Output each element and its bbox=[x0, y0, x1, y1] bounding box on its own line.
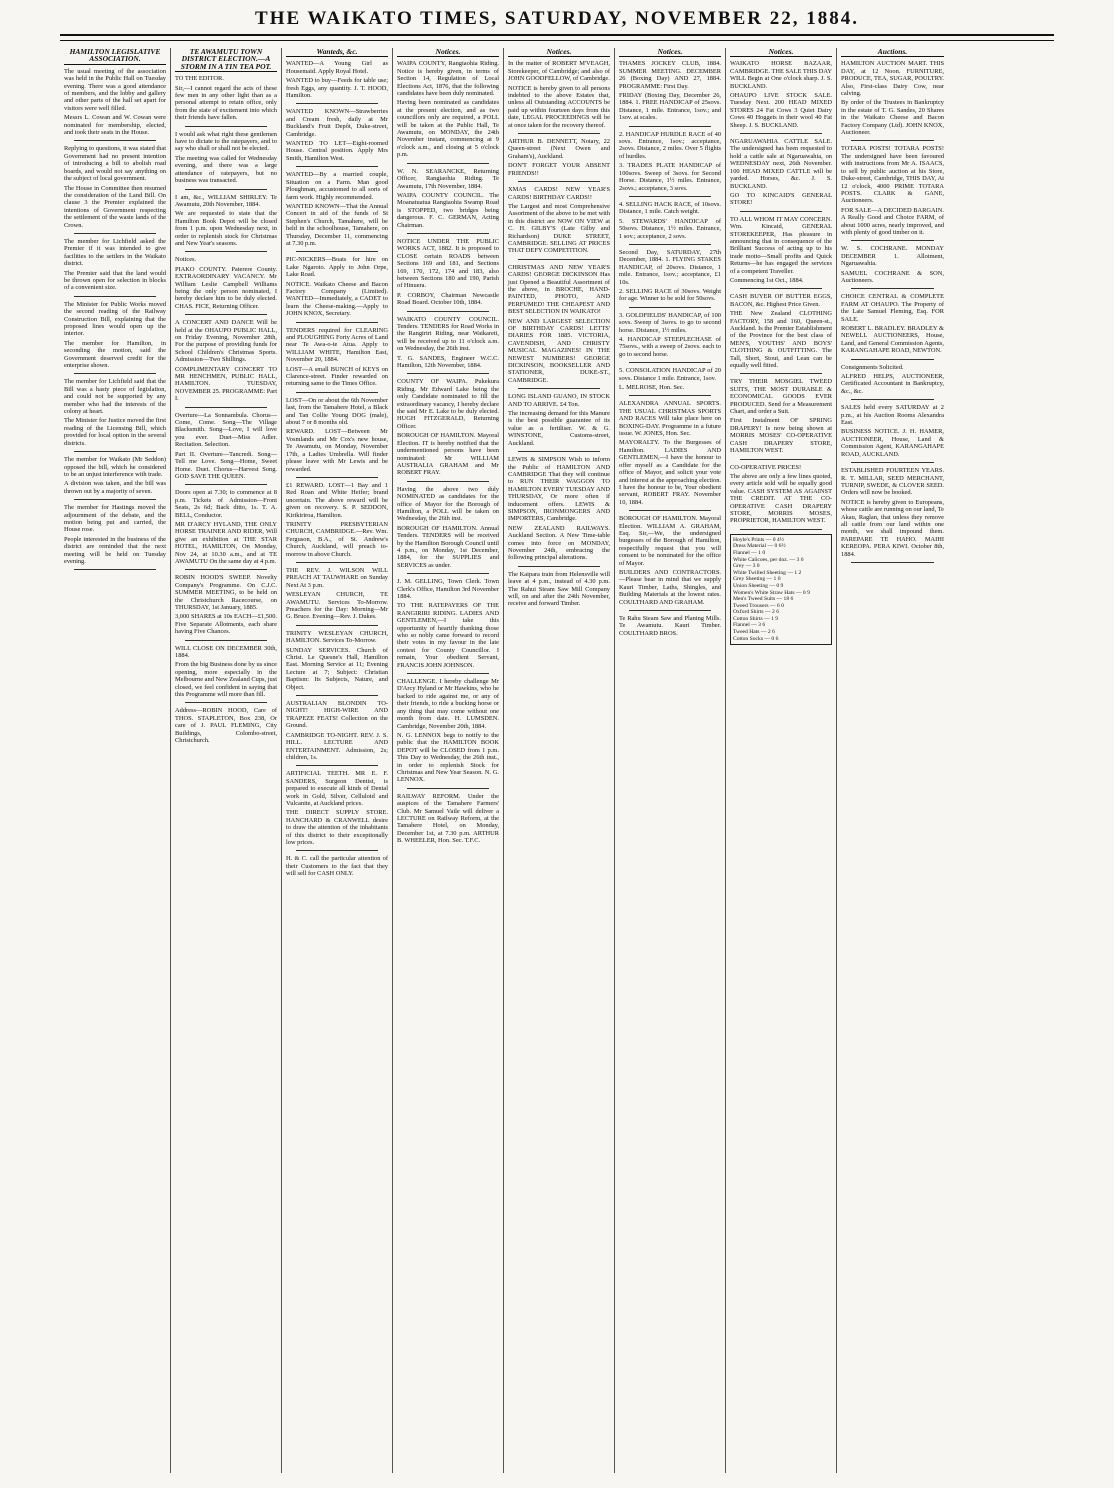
notice-paragraph: ROBIN HOOD'S SWEEP. Novelty Company's Programme. On C.J.C. SUMMER MEETING, to be held on the Christchurch Racecourse, on THURSDAY, 1st January, 1885. bbox=[175, 574, 277, 611]
price-line: Dress Material — 0 6½ bbox=[733, 543, 786, 550]
notice-paragraph: People interested in the business of the district are reminded that the next meeting will be held on Tuesday evening. bbox=[64, 535, 166, 565]
notice-paragraph: 4. SELLING HACK RACE, of 10sovs. Distance, 1 mile. Catch weight. bbox=[619, 200, 721, 216]
notice-divider bbox=[296, 322, 378, 323]
notice-paragraph: 2. HANDICAP HURDLE RACE of 40 sovs. Entrance, 1sov.; acceptance, 2sovs. Distance, 2 miles. Over 5 flights of hurdles. bbox=[619, 130, 721, 160]
notice-divider bbox=[740, 459, 822, 460]
notice-divider bbox=[518, 566, 600, 567]
notice-paragraph: WANTED KNOWN—That the Annual Concert in aid of the funds of St Stephen's Church, Tamahere, will be held in the schoolhouse, Tamahere, on Thursday, December 11, commencing at 7.30 p.m. bbox=[286, 202, 388, 247]
notice-divider bbox=[74, 373, 156, 374]
notice-paragraph: The usual meeting of the association was held in the Public Hall on Tuesday evening. There was a good attendance of members, and the lobby and gallery and other parts of the hall set apart for visitors were well filled. bbox=[64, 67, 166, 112]
column-heading: Notices. bbox=[730, 48, 832, 57]
notice-paragraph: NOTICE UNDER THE PUBLIC WORKS ACT, 1882. It is proposed to CLOSE certain ROADS between Sections 169 and 181, and Sections 169, 170, 172, 174 and 183, also between Sections 180 and 190, Parish of Hinuera. bbox=[397, 237, 499, 290]
notice-paragraph: OHAUPO LIVE STOCK SALE. Tuesday Next. 200 HEAD MIXED STORES 24 Fat Cows 3 Quiet Dairy Cows 40 Hoggets in their wool 40 Fat Sheep. J. S. BUCKLAND. bbox=[730, 92, 832, 129]
notice-paragraph: Address—ROBIN HOOD, Care of THOS. STAPLETON, Box 238, Or care of J. PAUL FLEMING, City Buildings, Colombo-street, Christchurch. bbox=[175, 707, 277, 745]
notice-paragraph: NEW AND LARGEST SELECTION OF BIRTHDAY CARDS! LETTS' DIARIES FOR 1885. VICTORIA, CAVENDISH, AND CHRISTY MUSICAL MAGAZINES! IN THE NEWEST NUMBERS! GEORGE DICKINSON, BOOKSELLER AND STATIONER, DUKE-ST., CAMBRIDGE. bbox=[508, 317, 610, 384]
notice-divider bbox=[407, 573, 489, 574]
notice-paragraph: 4. HANDICAP STEEPLECHASE of 75sovs., with a sweep of 2sovs. each to go to second horse. bbox=[619, 336, 721, 358]
price-line: White Calicoes, per doz. — 3 6 bbox=[733, 556, 804, 563]
price-line: Oxford Shirts — 2 6 bbox=[733, 609, 779, 616]
notice-divider bbox=[740, 529, 822, 530]
notice-divider bbox=[74, 233, 156, 234]
notice-paragraph: FRIDAY (Boxing Day, December 26, 1884. 1. FREE HANDICAP of 25sovs. Distance, 1 mile. Entrance, 1sov.; and 1sov. at scales. bbox=[619, 92, 721, 122]
notice-paragraph: TRINITY WESLEYAN CHURCH, HAMILTON. Services To-Morrow. bbox=[286, 629, 388, 645]
notice-divider bbox=[185, 702, 267, 703]
notice-paragraph: The Minister for Public Works moved the second reading of the Railway Construction Bill, explaining that the proposed lines would open up the interior. bbox=[64, 300, 166, 338]
notice-paragraph: TRINITY PRESBYTERIAN CHURCH, CAMBRIDGE.—Rev. Wm. Ferguson, B.A., of St. Andrew's Church, Auckland, will preach to-morrow in above Church. bbox=[286, 520, 388, 558]
notice-paragraph: BUILDERS AND CONTRACTORS.—Please bear in mind that we supply Kauri Timber, Laths, Shingles, and Building Materials at the lowest rates. COULTHARD AND GRAHAM. bbox=[619, 568, 721, 606]
notice-paragraph: ESTABLISHED FOURTEEN YEARS. R. T. MILLAR, SEED MERCHANT, TURNIP, SWEDE, & CLOVER SEED. Orders will now be booked. bbox=[841, 467, 944, 497]
notice-paragraph: First Instalment OF SPRING DRAPERY! Is now being shown at MORRIS MOSES' CO-OPERATIVE CASH DRAPERY STORE, HAMILTON WEST. bbox=[730, 417, 832, 455]
notice-paragraph: Te Rahu Steam Saw and Planing Mills. Te Awamutu. Kauri Timber. COULTHARD BROS. bbox=[619, 615, 721, 637]
notice-divider bbox=[740, 211, 822, 212]
price-line: Grey Sheeting — 1 0 bbox=[733, 576, 781, 583]
notice-paragraph: The member for Hamilton, in seconding the motion, said the Government deserved credit for the enterprise shown. bbox=[64, 339, 166, 370]
column-8 bbox=[837, 48, 948, 1473]
notice-paragraph: LOST—On or about the 6th November last, from the Tamahere Hotel, a Black and Tan Collie Young DOG (male), about 7 or 8 months old. bbox=[286, 396, 388, 427]
notice-paragraph: W. S. COCHRANE. MONDAY DECEMBER 1. Allotment, Ngaruawahia. bbox=[841, 245, 944, 268]
notice-divider bbox=[296, 562, 378, 563]
column-1 bbox=[60, 48, 171, 1473]
newspaper-title: THE WAIKATO TIMES, SATURDAY, NOVEMBER 22, 1884. bbox=[60, 8, 1054, 36]
notice-paragraph: THE REV. J. WILSON WILL PREACH AT TAUWHARE on Sunday Next At 3 p.m. bbox=[286, 566, 388, 589]
notice-divider bbox=[851, 240, 934, 241]
notice-paragraph: CHALLENGE. I hereby challenge Mr D'Arcy Hyland or Mr Hawkins, who he backed to ride against me, or any of their friends, to ride a bucking horse or any thing that may come without one month from date. H. LUMSDEN. Cambridge, November 20th, 1884. bbox=[397, 678, 499, 730]
notice-divider bbox=[407, 373, 489, 374]
notice-paragraph: THE New Zealand CLOTHING FACTORY, 158 and 160, Queen-st., Auckland. Is the Premier Establishment of the Province for the best class of MEN'S, YOUTHS' AND BOYS' CLOTHING & OUTFITTING. The Tall, Short, Stout, and Lean can be equally well fitted. bbox=[730, 310, 832, 370]
notice-paragraph: CASH BUYER OF BUTTER EGGS, BACON, &c. Highest Price Given. bbox=[730, 293, 832, 308]
price-line: Men's Tweed Suits — 18 6 bbox=[733, 596, 794, 603]
notice-divider bbox=[629, 510, 711, 511]
notice-paragraph: NOTICE is hereby given to Europeans, whose cattle are running on our land, Te Akau, Raglan, that unless they remove all cattle from our land within one month, we shall impound them. PAREPARE TE HAHO. MAIHI KEREOPA. PERA KIWI. October 8th, 1884. bbox=[841, 498, 944, 558]
notice-paragraph: Having the above two duly NOMINATED as candidates for the office of Mayor for the Borough of Hamilton, a POLL will be taken on Wednesday, the 26th inst. bbox=[397, 485, 499, 523]
notice-paragraph: I would ask what right these gentlemen have to dictate to the ratepayers, and to say who shall or shall not be elected. bbox=[175, 130, 277, 153]
notice-paragraph: Doors open at 7.30; to commence at 8 p.m. Tickets of Admission—Front Seats, 2s 6d; Back ditto, 1s. T. A. BELL, Conductor. bbox=[175, 489, 277, 519]
notice-divider bbox=[629, 126, 711, 127]
notice-divider bbox=[518, 181, 600, 182]
notice-paragraph: SAMUEL COCHRANE & SON, Auctioneers. bbox=[841, 269, 944, 284]
notice-divider bbox=[407, 233, 489, 234]
notice-paragraph: DON'T FORGET YOUR ABSENT FRIENDS!! bbox=[508, 162, 610, 177]
notice-divider bbox=[407, 481, 489, 482]
notice-paragraph: WANTED—A Young Girl as Housemaid. Apply Royal Hotel. bbox=[286, 60, 388, 75]
column-heading: Notices. bbox=[619, 48, 721, 57]
notice-paragraph: L. MELROSE, Hon. Sec. bbox=[619, 384, 685, 392]
notice-divider bbox=[74, 569, 156, 570]
notice-paragraph: T. G. SANDES, Engineer W.C.C. Hamilton, 12th November, 1884. bbox=[397, 354, 499, 370]
notice-divider bbox=[296, 625, 378, 626]
notice-paragraph: TO ALL WHOM IT MAY CONCERN. Wm. Kincaid, GENERAL STOREKEEPER, Has pleasure in announcing that in consequence of the Brilliant Success of acting up to his trade motto—Small profits and Quick Returns—he has engaged the services of a competent Traveller. bbox=[730, 215, 832, 275]
notice-paragraph: 5. STEWARDS' HANDICAP of 50sovs. Distance, 1½ miles. Entrance, 1 sov.; acceptance, 2 sovs. bbox=[619, 217, 721, 240]
notice-paragraph: WANTED—By a married couple, Situation on a Farm. Man good Ploughman, accustomed to all sorts of farm work. Highly recommended. bbox=[286, 171, 388, 201]
column-7 bbox=[726, 48, 837, 1473]
notice-divider bbox=[851, 399, 934, 400]
notice-paragraph: TO THE EDITOR. bbox=[175, 75, 224, 83]
notice-paragraph: SALES held every SATURDAY at 2 p.m., at his Auction Rooms Alexandra East. bbox=[841, 404, 944, 427]
notice-paragraph: W. N. SEARANCKE, Returning Officer, Rangiaohia Riding. Te Awamutu, 17th November, 1884. bbox=[397, 167, 499, 190]
column-heading: TE AWAMUTU TOWN DISTRICT ELECTION.—A STORM IN A TIN TEA POT. bbox=[175, 48, 277, 72]
notice-paragraph: NOTICE is hereby given to all persons indebted to the above Estates that, unless all Outstanding ACCOUNTS be paid up within fourteen days from this date, LEGAL PROCEEDINGS will be at once taken for the recovery thereof. bbox=[508, 84, 610, 129]
notice-divider bbox=[629, 307, 711, 308]
price-line: Women's White Straw Hats — 0 9 bbox=[733, 589, 810, 596]
notice-paragraph: RAILWAY REFORM. Under the auspices of the Tamahere Farmers' Club. Mr Samuel Vaile will deliver a LECTURE on Railway Reform, at the Tamahere Hotel, on Monday, December 1st, at 7.30 p.m. ARTHUR B. WHEELER, Hon. Sec. T.F.C. bbox=[397, 792, 499, 845]
notice-paragraph: BOROUGH OF HAMILTON. Mayoral Election. IT is hereby notified that the undermentioned persons have been nominated: Mr WILLIAM AUSTRALIA GRAHAM and Mr ROBERT FRAY. bbox=[397, 432, 499, 477]
column-4 bbox=[393, 48, 504, 1473]
notice-paragraph: 2. SELLING RACE of 30sovs. Weight for age. Winner to be sold for 50sovs. bbox=[619, 287, 721, 303]
notice-paragraph: In the matter of ROBERT M'VEAGH, Storekeeper, of Cambridge; and also of JOHN GOODFELLOW, of Cambridge. bbox=[508, 60, 610, 83]
notice-paragraph: We are requested to state that the Hamilton Book Depot will be closed from 1 p.m. upon Wednesday next, in order to replenish stock for Christmas and New Year's seasons. bbox=[175, 210, 277, 247]
notice-paragraph: 3,000 SHARES at 10s EACH—£1,500. Five Separate Allotments, each share having Five Chances. bbox=[175, 613, 277, 636]
notice-paragraph: The Premier said that the land would be thrown open for selection in blocks of a convenient size. bbox=[64, 269, 166, 292]
price-line: Flannel — 3 6 bbox=[733, 622, 766, 629]
column-heading: Notices. bbox=[508, 48, 610, 57]
notice-divider bbox=[296, 850, 378, 851]
notice-paragraph: The member for Waikato (Mr Seddon) opposed the bill, which he considered to be an unjust interference with trade. bbox=[64, 456, 166, 478]
notice-divider bbox=[185, 126, 267, 127]
notice-divider bbox=[851, 462, 934, 463]
column-2 bbox=[171, 48, 282, 1473]
notice-paragraph: AUSTRALIAN BLONDIN TO-NIGHT! HIGH-WIRE AND TRAPEZE FEATS! Collection on the Ground. bbox=[286, 700, 388, 730]
notice-divider bbox=[296, 166, 378, 167]
notice-paragraph: Sir,—I cannot regard the acts of these few men in any other light than as a personal attempt to retain office, only from the state of excitement into which their friends have fallen. bbox=[175, 84, 277, 122]
notice-paragraph: NEW ZEALAND RAILWAYS. Auckland Section. A New Time-table comes into force on MONDAY, November 24th, embracing the following principal alterations. bbox=[508, 524, 610, 562]
notice-paragraph: WESLEYAN CHURCH, TE AWAMUTU. Services To-Morrow. Preachers for the Day: Morning—Mr G. Bruce. Evening—Rev. J. Dukes. bbox=[286, 591, 388, 621]
column-heading: HAMILTON LEGISLATIVE ASSOCIATION. bbox=[64, 48, 166, 65]
notice-paragraph: P. CORBOY, Chairman Newcastle Road Board. October 10th, 1884. bbox=[397, 291, 499, 307]
notice-paragraph: ROBERT L. BRADLEY. BRADLEY & NEWELL AUCTIONEERS, House, Land, and General Commission Agents, KARANGAHAPE ROAD, NEWTON. bbox=[841, 325, 944, 355]
notice-paragraph: TENDERS required for CLEARING and PLOUGHING Forty Acres of Land near Te Awa-o-te Atua. Apply to WILLIAM WHITE, Hamilton East, November 20, 1884. bbox=[286, 326, 388, 364]
notice-paragraph: BOROUGH OF HAMILTON. Mayoral Election. WILLIAM A. GRAHAM, Esq. Sir,—We, the undersigned burgesses of the Borough of Hamilton, respectfully request that you will consent to be nominated for the office of Mayor. bbox=[619, 515, 721, 567]
notice-paragraph: WAIPA COUNTY COUNCIL. The Moanatuatua Rangiaohia Swamp Road is STOPPED, two bridges being dangerous. F. C. GERMAN, Acting Chairman. bbox=[397, 191, 499, 229]
notice-paragraph: TRY THEIR MOSGIEL TWEED SUITS, THE MOST DURABLE & ECONOMICAL GOODS EVER PRODUCED. Send for a Measurement Chart, and order a Suit. bbox=[730, 378, 832, 416]
notice-divider bbox=[185, 484, 267, 485]
notice-divider bbox=[518, 133, 600, 134]
notice-paragraph: Having been nominated as candidates at the present election, and as two councillors only are required, a POLL will be taken at the Public Hall, Te Awamutu, on MONDAY, the 24th November instant, commencing at 9 o'clock a.m., and closing at 5 o'clock p.m. bbox=[397, 99, 499, 159]
masthead bbox=[60, 8, 1054, 41]
notice-divider bbox=[185, 314, 267, 315]
notice-divider bbox=[851, 562, 934, 563]
notice-paragraph: Notices. bbox=[175, 256, 197, 264]
notice-paragraph: MR D'ARCY HYLAND, THE ONLY HORSE TRAINER AND RIDER, Will give an exhibition at THE STAR HOTEL, HAMILTON, On Monday, Nov 24, at 10.30 a.m., and at TE AWAMUTU On the same day at 4 p.m. bbox=[175, 520, 277, 565]
notice-divider bbox=[518, 259, 600, 260]
notice-paragraph: CO-OPERATIVE PRICES! bbox=[730, 463, 802, 471]
notice-divider bbox=[296, 392, 378, 393]
notice-paragraph: GO TO KINCAID'S GENERAL STORE! bbox=[730, 191, 832, 207]
notice-paragraph: The above are only a few lines quoted, every article sold will be equally good value. CASH SYSTEM AS AGAINST THE CREDIT. AT THE CO-OPERATIVE CASH DRAPERY STORE, MORRIS MOSES, PROPRIETOR, HAMILTON WEST. bbox=[730, 472, 832, 525]
notice-paragraph: ARTHUR B. DENNETT, Notary, 22 Queen-street (Next Owen and Graham's), Auckland. bbox=[508, 138, 610, 160]
notice-paragraph: WILL CLOSE ON DECEMBER 30th, 1884. bbox=[175, 644, 277, 660]
notice-paragraph: Second Day, SATURDAY, 27th December, 1884. 1. FLYING STAKES HANDICAP, of 20sovs. Distance, 1 mile. Entrance, 1sov.; acceptance, £1 10s. bbox=[619, 248, 721, 286]
notice-divider bbox=[740, 373, 822, 374]
notice-paragraph: The member for Hastings moved the adjournment of the debate, and the motion being put and carried, the House rose. bbox=[64, 504, 166, 534]
notice-paragraph: CHOICE CENTRAL & COMPLETE FARM AT OHAUPO. The Property of the Late Samuel Fleming, Esq. FOR SALE. bbox=[841, 293, 944, 323]
notice-divider bbox=[296, 103, 378, 104]
notice-paragraph: The member for Lichfield said that the Bill was a hasty piece of legislation, and could not be supported by any member who had the interests of the colony at heart. bbox=[64, 378, 166, 416]
notice-paragraph: Replying to questions, it was stated that Government had no present intention of introducing a bill to abolish road boards, and would not say anything on the subject of local government. bbox=[64, 145, 166, 183]
notice-divider bbox=[518, 388, 600, 389]
notice-paragraph: TOTARA POSTS! TOTARA POSTS! The undersigned have been favoured with instructions from Mr A. ISAACS, to sell by public auction at his Store, Duke-street, Cambridge, THIS DAY, At 12 o'clock, 4000 PRIME TOTARA POSTS. CLARK & GANE, Auctioneers. bbox=[841, 145, 944, 205]
price-line: Grey — 3 0 bbox=[733, 563, 760, 570]
notice-paragraph: WANTED KNOWN—Strawberries and Cream fresh, daily at Mr Buckland's Fruit Depôt, Duke-street, Cambridge. bbox=[286, 108, 388, 138]
notice-paragraph: The Largest and most Comprehensive Assortment of the above to be met with in this district are NOW ON VIEW at C. H. GILBY'S (Late Gilby and Richardson) DUKE STREET, CAMBRIDGE. SELLING AT PRICES THAT DEFY COMPETITION. bbox=[508, 202, 610, 255]
notice-paragraph: Consignments Solicited. bbox=[841, 363, 904, 371]
notice-divider bbox=[185, 407, 267, 408]
notice-divider bbox=[629, 610, 711, 611]
notice-paragraph: LOST—A small BUNCH of KEYS on Clarence-street. Finder rewarded on returning same to the Times Office. bbox=[286, 365, 388, 388]
notice-paragraph: CAMBRIDGE TO-NIGHT. REV. J. S. HILL. LECTURE AND ENTERTAINMENT. Admission, 2s; children, 1s. bbox=[286, 731, 388, 761]
notice-paragraph: The member for Lichfield asked the Premier if it was intended to give facilities to the settlers in the Waikato district. bbox=[64, 237, 166, 268]
notice-paragraph: Overture—La Sonnambula. Chorus—Come, Come. Song—The Village Blacksmith. Song—Love, I will love you ever. Duet—Miss Adler. Recitation. Selection. bbox=[175, 411, 277, 449]
notice-divider bbox=[185, 640, 267, 641]
notice-divider bbox=[74, 296, 156, 297]
price-line: Cotton Shirts — 1 9 bbox=[733, 615, 779, 622]
notice-divider bbox=[629, 362, 711, 363]
notice-paragraph: The meeting was called for Wednesday evening, and there was a large attendance of ratepayers, but no business was transacted. bbox=[175, 154, 277, 185]
notice-paragraph: A CONCERT AND DANCE Will be held at the OHAUPO PUBLIC HALL, on Friday Evening, November 28th, For the purpose of providing funds for School Children's Christmas Sports. Admission—Two Shillings. bbox=[175, 319, 277, 364]
notice-paragraph: Commencing 1st Oct., 1884. bbox=[730, 276, 804, 284]
price-line: Cotton Socks — 0 6 bbox=[733, 635, 779, 642]
notice-divider bbox=[74, 140, 156, 141]
notice-paragraph: From the big Business done by us since opening, more especially in the Melbourne and New Zealand Cups, just closed, we feel confident in saying that this Programme will more than fill. bbox=[175, 661, 277, 699]
notice-paragraph: NOTICE. Waikato Cheese and Bacon Factory Company (Limited). WANTED—Immediately, a CADET to learn the Cheese-making.—Apply to JOHN KNOX, Secretary. bbox=[286, 280, 388, 318]
notice-paragraph: H. & C. call the particular attention of their Customers to the fact that they will sell for CASH ONLY. bbox=[286, 855, 388, 878]
notice-paragraph: By order of the Trustees in Bankruptcy in the estate of T. G. Sandes, 20 Shares in the Waikato Cheese and Bacon Factory Company (Ltd). JOHN KNOX, Auctioneer. bbox=[841, 99, 944, 137]
notice-divider bbox=[407, 163, 489, 164]
notice-paragraph: HAMILTON AUCTION MART. THIS DAY, at 12 Noon. FURNITURE, PRODUCE, TEA, SUGAR, POULTRY. Also, First-class Dairy Cow, near calving. bbox=[841, 60, 944, 98]
notice-paragraph: TO THE RATEPAYERS OF THE RANGIRIRI RIDING. LADIES AND GENTLEMEN,—I take this opportunity of heartily thanking those who so nobly came forward to record their votes in my favour in the late contest for County Councillor. I remain, Your obedient Servant, FRANCIS JOHN JOHNSON. bbox=[397, 602, 499, 669]
price-line: Union Sheeting — 0 9 bbox=[733, 582, 784, 589]
notice-paragraph: ARTIFICIAL TEETH. MR E. F. SANDERS, Surgeon Dentist, is prepared to execute all kinds of Dental work in Gold, Silver, Celluloid and Vulcanite, at Auckland prices. bbox=[286, 770, 388, 807]
column-5 bbox=[504, 48, 615, 1473]
column-heading: Auctions. bbox=[841, 48, 944, 57]
notice-divider bbox=[185, 251, 267, 252]
notice-paragraph: 3. GOLDFIELDS' HANDICAP, of 100 sovs. Sweep of 3sovs. to go to second horse. Distance, 1½ miles. bbox=[619, 311, 721, 334]
notice-divider bbox=[629, 244, 711, 245]
notice-paragraph: A division was taken, and the bill was thrown out by a majority of seven. bbox=[64, 480, 166, 495]
notice-divider bbox=[851, 288, 934, 289]
notice-paragraph: THE DIRECT SUPPLY STORE. HANCHARD & CRANWELL desire to draw the attention of the inhabitants of this district to their exceptionally low prices. bbox=[286, 809, 388, 846]
notice-paragraph: CHRISTMAS AND NEW YEAR'S CARDS! GEORGE DICKINSON Has just Opened a Beautiful Assortment of the above, in BROCHE, HAND-PAINTED, PHOTO, AND PERFUMED! THE CHEAPEST AND BEST SELECTION IN WAIKATO! bbox=[508, 263, 610, 316]
notice-divider bbox=[185, 569, 267, 570]
notice-paragraph: Messrs L. Cowan and W. Cowan were nominated for membership, elected, and took their seats in the House. bbox=[64, 114, 166, 137]
column-3 bbox=[282, 48, 393, 1473]
notice-divider bbox=[407, 788, 489, 789]
notice-paragraph: J. M. GELLING, Town Clerk. Town Clerk's Office, Hamilton 3rd November 1884. bbox=[397, 578, 499, 600]
notice-paragraph: COUNTY OF WAIPA. Pukekura Riding. Mr Edward Lake being the only Candidate nominated to fill the extraordinary vacancy, I hereby declare the said Mr E. Lake to be duly elected. HUGH FITZGERALD, Returning Officer. bbox=[397, 378, 499, 430]
price-line: White Twilled Sheeting — 1 2 bbox=[733, 569, 802, 576]
notice-paragraph: BUSINESS NOTICE. J. H. HAMER, AUCTIONEER, House, Land & Commission Agent, KARANGAHAPE ROAD, AUCKLAND. bbox=[841, 428, 944, 458]
notice-paragraph: WAIKATO HORSE BAZAAR, CAMBRIDGE. THE SALE THIS DAY WILL Begin at One o'clock sharp. J. S. BUCKLAND. bbox=[730, 60, 832, 90]
notice-paragraph: REWARD. LOST—Between Mr Vosmlands and Mr Cox's new house, Te Awamutu, on Monday, November 17th, a Ladies Umbrella. Will finder please leave with Mr Lewis and be rewarded. bbox=[286, 428, 388, 473]
notice-paragraph: LONG ISLAND GUANO, IN STOCK AND TO ARRIVE. £4 Ton. bbox=[508, 393, 610, 408]
notice-divider bbox=[851, 359, 934, 360]
notice-divider bbox=[296, 477, 378, 478]
notice-paragraph: SUNDAY SERVICES. Church of Christ. Le Quesne's Hall, Hamilton East. Morning Service at 11; Evening Lecture at 7; Subject: Christian Baptism: Its Subjects, Nature, and Object. bbox=[286, 646, 388, 691]
notice-divider bbox=[296, 251, 378, 252]
notice-divider bbox=[74, 499, 156, 500]
notice-paragraph: LEWIS & SIMPSON Wish to inform the Public of HAMILTON AND CAMBRIDGE That they will continue to RUN THEIR WAGGON TO HAMILTON EVERY TUESDAY AND THURSDAY, Or more often if inducement offers. LEWIS & SIMPSON, IRONMONGERS AND IMPORTERS, Cambridge. bbox=[508, 456, 610, 523]
notice-divider bbox=[740, 133, 822, 134]
column-6 bbox=[615, 48, 726, 1473]
column-heading: Wanteds, &c. bbox=[286, 48, 388, 57]
notice-paragraph: N. G. LENNOX begs to notify to the public that the HAMILTON BOOK DEPOT will be CLOSED from 1 p.m. This Day to Wednesday, the 26th inst., in order to replenish Stock for Christmas and New Year Season. N. G. LENNOX. bbox=[397, 731, 499, 784]
notice-paragraph: FOR SALE—A DECIDED BARGAIN. A Really Good and Choice FARM, of about 1000 acres, nearly improved, and with plenty of good timber on it. bbox=[841, 206, 944, 236]
notice-paragraph: XMAS CARDS! NEW YEAR'S CARDS! BIRTHDAY CARDS!! bbox=[508, 186, 610, 201]
notice-divider bbox=[518, 451, 600, 452]
masthead-rule bbox=[60, 39, 1054, 41]
notice-divider bbox=[629, 196, 711, 197]
notice-paragraph: BOROUGH OF HAMILTON. Annual Tenders. TENDERS will be received by the Hamilton Borough Council until 4 p.m., on Monday, 1st December, 1884, for the SUPPLIES and SERVICES as under. bbox=[397, 524, 499, 569]
notice-paragraph: £1 REWARD. LOST—1 Bay and 1 Red Roan and White Heifer; brand uncertain. The above reward will be given on recovery. S. P. SEDDON, Kirikiriroa, Hamilton. bbox=[286, 481, 388, 519]
notice-paragraph: The Minister for Justice moved the first reading of the Licensing Bill, which provided for local option in the several districts. bbox=[64, 417, 166, 447]
notice-paragraph: WAIPA COUNTY, Rangiaohia Riding. Notice is hereby given, in terms of Section 14, Regulation of Local Elections Act, 1876, that the following candidates have been duly nominated. bbox=[397, 60, 499, 98]
notice-divider bbox=[407, 673, 489, 674]
notice-divider bbox=[185, 189, 267, 190]
notice-divider bbox=[407, 311, 489, 312]
notice-paragraph: PIAKO COUNTY. Paterere County. EXTRAORDINARY VACANCY. Mr William Leslie Campbell Williams being the only person nominated, I hereby declare him to be duly elected. CHAS. FICE, Returning Officer. bbox=[175, 265, 277, 310]
notice-paragraph: ALEXANDRA ANNUAL SPORTS. THE USUAL CHRISTMAS SPORTS AND RACES Will take place here on BOXING-DAY. Programme in a future issue. W. JONES, Hon. Sec. bbox=[619, 400, 721, 438]
notice-paragraph: WANTED TO LET—Eight-roomed House. Central position. Apply Mrs Smith, Hamilton West. bbox=[286, 140, 388, 162]
price-line: Flannel — 1 0 bbox=[733, 549, 766, 556]
notice-paragraph: NGARUAWAHIA CATTLE SALE. The undersigned has been requested to hold a cattle sale at Ngaruawahia, on WEDNESDAY next, 26th November. 100 HEAD MIXED CATTLE will be yarded. Horses, &c. J. S. BUCKLAND. bbox=[730, 138, 832, 190]
notice-paragraph: MAYORALTY. To the Burgesses of Hamilton. LADIES AND GENTLEMEN,—I have the honour to offer myself as a Candidate for the office of Mayor, and solicit your vote and interest at the approaching election. I have the honour to be, Your obedient servant, ROBERT FRAY. November 10, 1884. bbox=[619, 439, 721, 506]
notice-paragraph: WANTED to buy—Feeds for table use; fresh Eggs, any quantity. J. T. HOOD, Hamilton. bbox=[286, 77, 388, 100]
notice-paragraph: The Kaipara train from Helensville will leave at 4 p.m., instead of 4.30 p.m. The Rahui Steam Saw Mill Company will, on and after the 24th November, receive and forward Timber. bbox=[508, 570, 610, 608]
price-line: Hoyle's Prints — 0 4½ bbox=[733, 536, 784, 543]
columns-container bbox=[60, 48, 1060, 1473]
notice-paragraph: I am, &c., WILLIAM SHIRLEY. Te Awamutu, 20th November, 1884. bbox=[175, 193, 277, 208]
notice-paragraph: ALFRED HELPS, AUCTIONEER, Certificated Accountant in Bankruptcy, &c., &c. bbox=[841, 373, 944, 395]
notice-paragraph: Part II. Overture—Tancredi. Song—Tell me Love. Song—Home, Sweet Home. Duet. Chorus—Harvest Song. GOD SAVE THE QUEEN. bbox=[175, 450, 277, 480]
notice-paragraph: WAIKATO COUNTY COUNCIL. Tenders. TENDERS for Road Works in the Rangiriri Riding, near Waikareti, will be received up to 11 o'clock a.m. on Wednesday, the 26th inst. bbox=[397, 315, 499, 353]
notice-paragraph: COMPLIMENTARY CONCERT TO MR HENCHMEN, PUBLIC HALL, HAMILTON. TUESDAY, NOVEMBER 25. PROGRAMME: Part I. bbox=[175, 365, 277, 403]
notice-divider bbox=[851, 140, 934, 141]
notice-paragraph: PIC-NICKERS—Boats for hire on Lake Ngaroto. Apply to John Orpe, Lake Road. bbox=[286, 256, 388, 279]
notice-paragraph: THAMES JOCKEY CLUB, 1884. SUMMER MEETING. DECEMBER 26 (Boxing Day) AND 27, 1884. PROGRAMME: First Day. bbox=[619, 60, 721, 90]
notice-divider bbox=[296, 695, 378, 696]
notice-divider bbox=[629, 395, 711, 396]
notice-divider bbox=[74, 451, 156, 452]
notice-divider bbox=[740, 288, 822, 289]
price-line: Tweed Trousers — 6 0 bbox=[733, 602, 784, 609]
co-op-prices-list bbox=[730, 534, 832, 646]
notice-paragraph: 3. TRADES PLATE HANDICAP of 100sovs. Sweep of 3sovs. for Second Horse. Distance, 1½ miles. Entrance, 2sovs.; acceptance, 3 sovs. bbox=[619, 162, 721, 192]
column-heading: Notices. bbox=[397, 48, 499, 57]
price-line: Tweed Hats — 2 6 bbox=[733, 629, 775, 636]
notice-paragraph: 5. CONSOLATION HANDICAP of 20 sovs. Distance 1 mile. Entrance, 1sov. bbox=[619, 367, 721, 382]
notice-divider bbox=[296, 765, 378, 766]
notice-paragraph: The House in Committee then resumed the consideration of the Land Bill. On clause 3 the Premier explained the intentions of Government respecting the settlement of the waste lands of the Crown. bbox=[64, 184, 166, 229]
notice-paragraph: The increasing demand for this Manure is the best possible guarantee of its value as a fertiliser. W. & G. WINSTONE, Customs-street, Auckland. bbox=[508, 410, 610, 447]
